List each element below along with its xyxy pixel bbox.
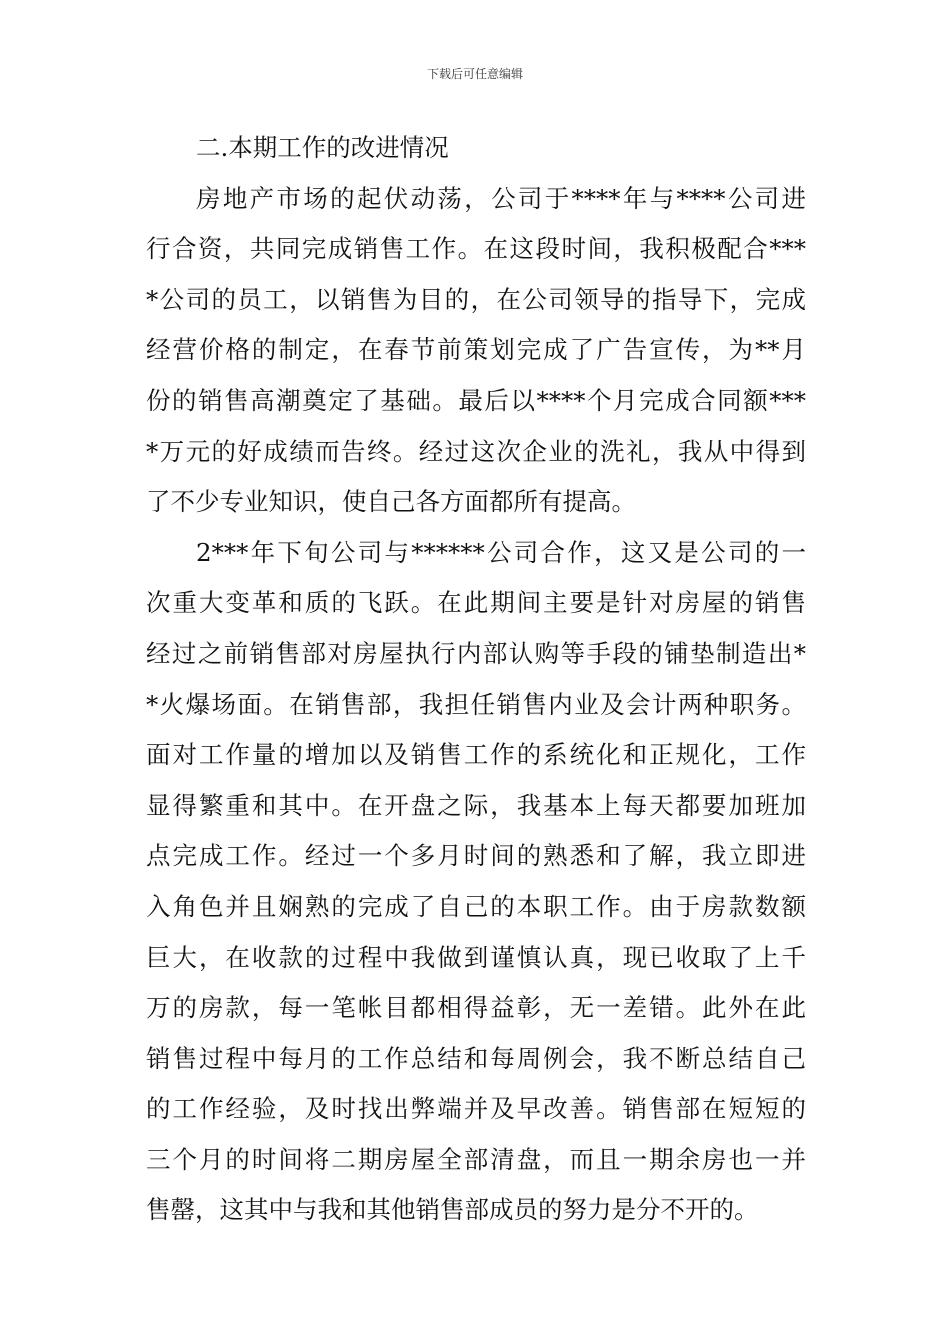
paragraph-line: *万元的好成绩而告终。经过这次企业的洗礼，我从中得到 [146,436,806,466]
paragraph-line: 三个月的时间将二期房屋全部清盘，而且一期余房也一并 [146,1144,806,1174]
paragraph-line: 入角色并且娴熟的完成了自己的本职工作。由于房款数额 [146,891,806,921]
paragraph-line: 经营价格的制定，在春节前策划完成了广告宣传，为**月 [146,335,806,365]
paragraph-line: 销售过程中每月的工作总结和每周例会，我不断总结自己 [146,1043,806,1073]
paragraph-line: 行合资，共同完成销售工作。在这段时间，我积极配合*** [146,234,806,264]
paragraph-line: 万的房款，每一笔帐目都相得益彰，无一差错。此外在此 [146,993,806,1023]
paragraph-line: 售罄，这其中与我和其他销售部成员的努力是分不开的。 [146,1195,759,1225]
page-header: 下载后可任意编辑 [426,67,523,81]
paragraph-line: 的工作经验，及时找出弊端并及早改善。销售部在短短的 [146,1094,806,1124]
paragraph-1 [146,174,806,528]
paragraph-line: 房地产市场的起伏动荡，公司于****年与****公司进 [196,183,806,213]
document-body [146,123,806,1236]
paragraph-line: 巨大，在收款的过程中我做到谨慎认真，现已收取了上千 [146,942,806,972]
paragraph-line: 了不少专业知识，使自己各方面都所有提高。 [146,487,636,517]
paragraph-line: 2***年下旬公司与******公司合作，这又是公司的一 [196,537,806,567]
paragraph-line: 显得繁重和其中。在开盘之际，我基本上每天都要加班加 [146,790,806,820]
paragraph-2 [146,528,806,1236]
paragraph-line: 份的销售高潮奠定了基础。最后以****个月完成合同额*** [146,385,806,415]
paragraph-line: *火爆场面。在销售部，我担任销售内业及会计两种职务。 [146,689,806,719]
paragraph-line: 面对工作量的增加以及销售工作的系统化和正规化，工作 [146,740,806,770]
section-heading: 二.本期工作的改进情况 [196,133,449,162]
paragraph-line: 次重大变革和质的飞跃。在此期间主要是针对房屋的销售 [146,588,806,618]
paragraph-line: 经过之前销售部对房屋执行内部认购等手段的铺垫制造出* [146,638,806,668]
paragraph-line: *公司的员工，以销售为目的，在公司领导的指导下，完成 [146,284,806,314]
paragraph-line: 点完成工作。经过一个多月时间的熟悉和了解，我立即进 [146,841,806,871]
